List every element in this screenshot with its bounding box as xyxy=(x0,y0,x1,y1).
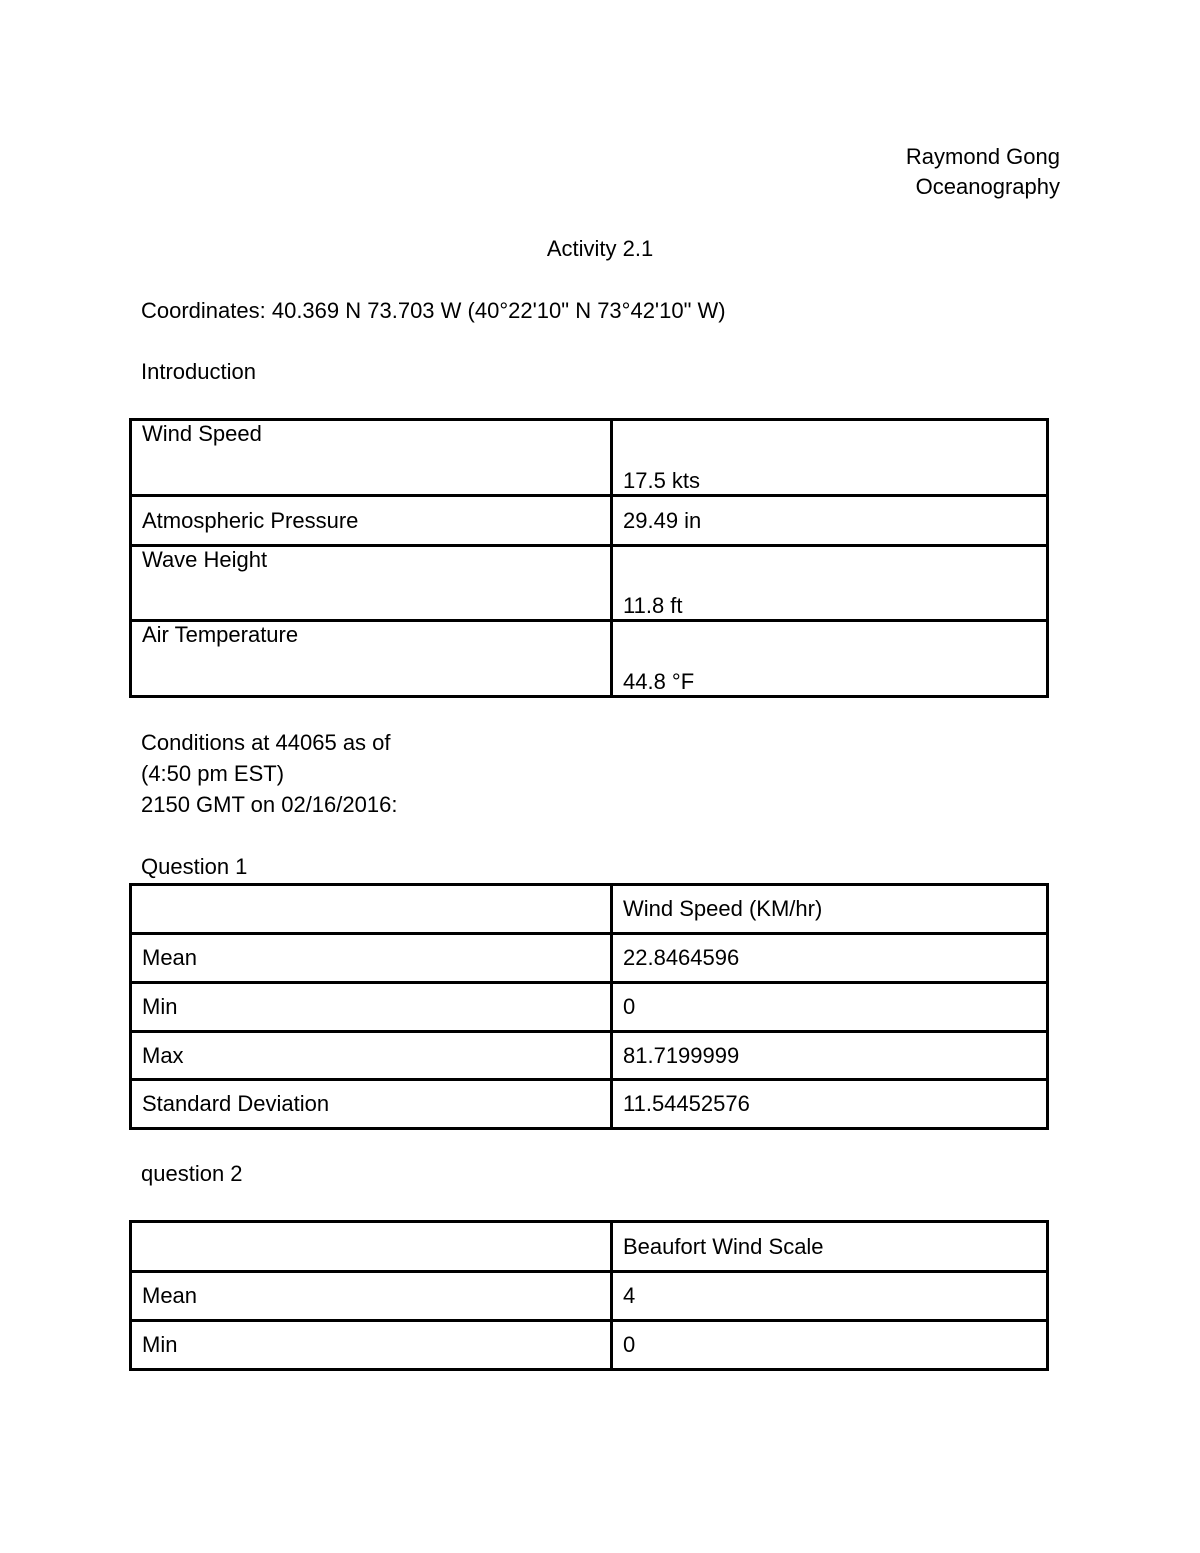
table-cell-label: Max xyxy=(131,1032,612,1080)
question1-heading: Question 1 xyxy=(141,854,248,879)
table-header-cell xyxy=(131,1222,612,1272)
table-cell-label: Atmospheric Pressure xyxy=(131,496,612,546)
table-cell-label: Min xyxy=(131,983,612,1032)
course-name: Oceanography xyxy=(915,174,1060,199)
table-cell-label: Mean xyxy=(131,934,612,983)
table-cell-value: 17.5 kts xyxy=(612,420,1048,496)
coordinates-text: Coordinates: 40.369 N 73.703 W (40°22'10" N 73°42'10" W) xyxy=(141,298,726,323)
table-header-cell: Beaufort Wind Scale xyxy=(612,1222,1048,1272)
table-row xyxy=(131,1032,1048,1080)
table-cell-label: Min xyxy=(131,1321,612,1370)
table-cell-value: 44.8 °F xyxy=(612,621,1048,697)
table-row xyxy=(131,1272,1048,1321)
conditions-note-line: (4:50 pm EST) xyxy=(141,761,285,786)
author-name: Raymond Gong xyxy=(905,144,1060,169)
introduction-heading: Introduction xyxy=(141,359,256,384)
table-cell-label: Air Temperature xyxy=(131,621,612,697)
table-row xyxy=(131,496,1048,546)
table-row xyxy=(131,983,1048,1032)
table-cell-label: Mean xyxy=(131,1272,612,1321)
question1-table xyxy=(129,883,1049,1130)
conditions-note-line: Conditions at 44065 as of xyxy=(141,730,391,755)
conditions-note-line: 2150 GMT on 02/16/2016: xyxy=(141,792,398,817)
question2-heading: question 2 xyxy=(141,1161,243,1186)
table-cell-label: Standard Deviation xyxy=(131,1080,612,1129)
table-row xyxy=(131,1080,1048,1129)
table-cell-value: 0 xyxy=(612,983,1048,1032)
table-cell-value: 29.49 in xyxy=(612,496,1048,546)
table-cell-value: 0 xyxy=(612,1321,1048,1370)
table-row xyxy=(131,934,1048,983)
table-cell-label: Wind Speed xyxy=(131,420,612,496)
conditions-table xyxy=(129,418,1049,698)
table-row xyxy=(131,621,1048,697)
table-header-row xyxy=(131,1222,1048,1272)
table-row xyxy=(131,1321,1048,1370)
table-header-row xyxy=(131,885,1048,934)
table-header-cell: Wind Speed (KM/hr) xyxy=(612,885,1048,934)
table-cell-value: 81.7199999 xyxy=(612,1032,1048,1080)
table-row xyxy=(131,546,1048,621)
question2-table xyxy=(129,1220,1049,1371)
table-cell-value: 22.8464596 xyxy=(612,934,1048,983)
table-header-cell xyxy=(131,885,612,934)
table-cell-value: 11.8 ft xyxy=(612,546,1048,621)
table-cell-label: Wave Height xyxy=(131,546,612,621)
table-row xyxy=(131,420,1048,496)
table-cell-value: 11.54452576 xyxy=(612,1080,1048,1129)
table-cell-value: 4 xyxy=(612,1272,1048,1321)
document-title: Activity 2.1 xyxy=(546,236,654,261)
